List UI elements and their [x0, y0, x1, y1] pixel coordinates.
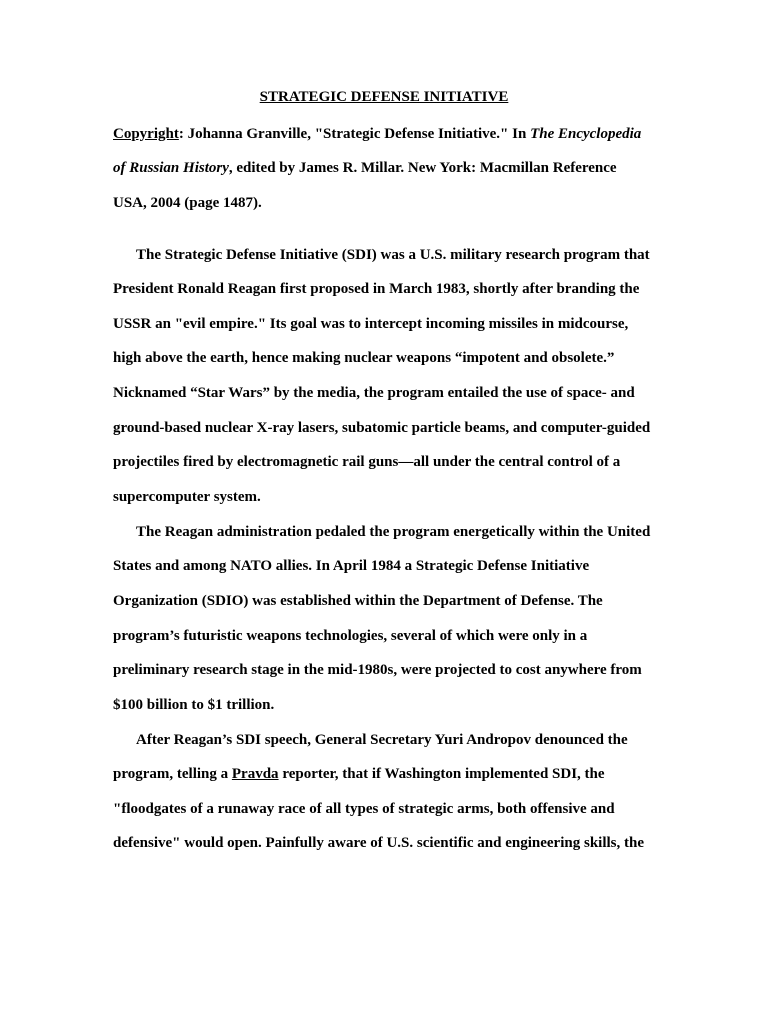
citation-line-1: [113, 124, 641, 144]
paragraph-text: program, telling a: [113, 766, 232, 782]
paragraph-line: ground-based nuclear X-ray lasers, subatomic particle beams, and computer-guided: [113, 420, 651, 436]
paragraph-line: The Reagan administration pedaled the program energetically within the United: [136, 524, 651, 540]
paragraph-line: [113, 764, 605, 784]
paragraph-line: high above the earth, hence making nuclear weapons “impotent and obsolete.”: [113, 350, 615, 366]
paragraph-line: President Ronald Reagan first proposed in March 1983, shortly after branding the: [113, 281, 640, 297]
paragraph-line: defensive" would open. Painfully aware of U.S. scientific and engineering skills, the: [113, 835, 644, 851]
copyright-label: Copyright: [113, 126, 179, 142]
paragraph-line: USSR an "evil empire." Its goal was to intercept incoming missiles in midcourse,: [113, 316, 629, 332]
paragraph-line: Nicknamed “Star Wars” by the media, the program entailed the use of space- and: [113, 385, 635, 401]
paragraph-text: reporter, that if Washington implemented SDI, the: [278, 766, 605, 782]
citation-text: , edited by James R. Millar. New York: Macmillan Reference: [228, 160, 617, 176]
paragraph-line: program’s futuristic weapons technologies, several of which were only in a: [113, 628, 588, 644]
paragraph-line: The Strategic Defense Initiative (SDI) was a U.S. military research program that: [136, 247, 650, 263]
paragraph-line: $100 billion to $1 trillion.: [113, 697, 275, 713]
citation-text: : Johanna Granville, "Strategic Defense Initiative." In: [178, 126, 531, 142]
paragraph-line: supercomputer system.: [113, 489, 261, 505]
paragraph-line: projectiles fired by electromagnetic rail guns—all under the central control of a: [113, 454, 621, 470]
paragraph-line: After Reagan’s SDI speech, General Secretary Yuri Andropov denounced the: [136, 732, 628, 748]
citation-line-3: USA, 2004 (page 1487).: [113, 195, 262, 211]
document-title: STRATEGIC DEFENSE INITIATIVE: [259, 89, 509, 105]
paragraph-line: Organization (SDIO) was established within the Department of Defense. The: [113, 593, 603, 609]
pravda-link[interactable]: Pravda: [231, 766, 279, 782]
encyclopedia-title: The Encyclopedia: [530, 126, 642, 142]
encyclopedia-title-cont: of Russian History: [113, 160, 229, 176]
paragraph-line: preliminary research stage in the mid-1980s, were projected to cost anywhere from: [113, 662, 642, 678]
citation-line-2: [113, 158, 617, 178]
paragraph-line: States and among NATO allies. In April 1984 a Strategic Defense Initiative: [113, 558, 590, 574]
paragraph-line: "floodgates of a runaway race of all types of strategic arms, both offensive and: [113, 801, 615, 817]
